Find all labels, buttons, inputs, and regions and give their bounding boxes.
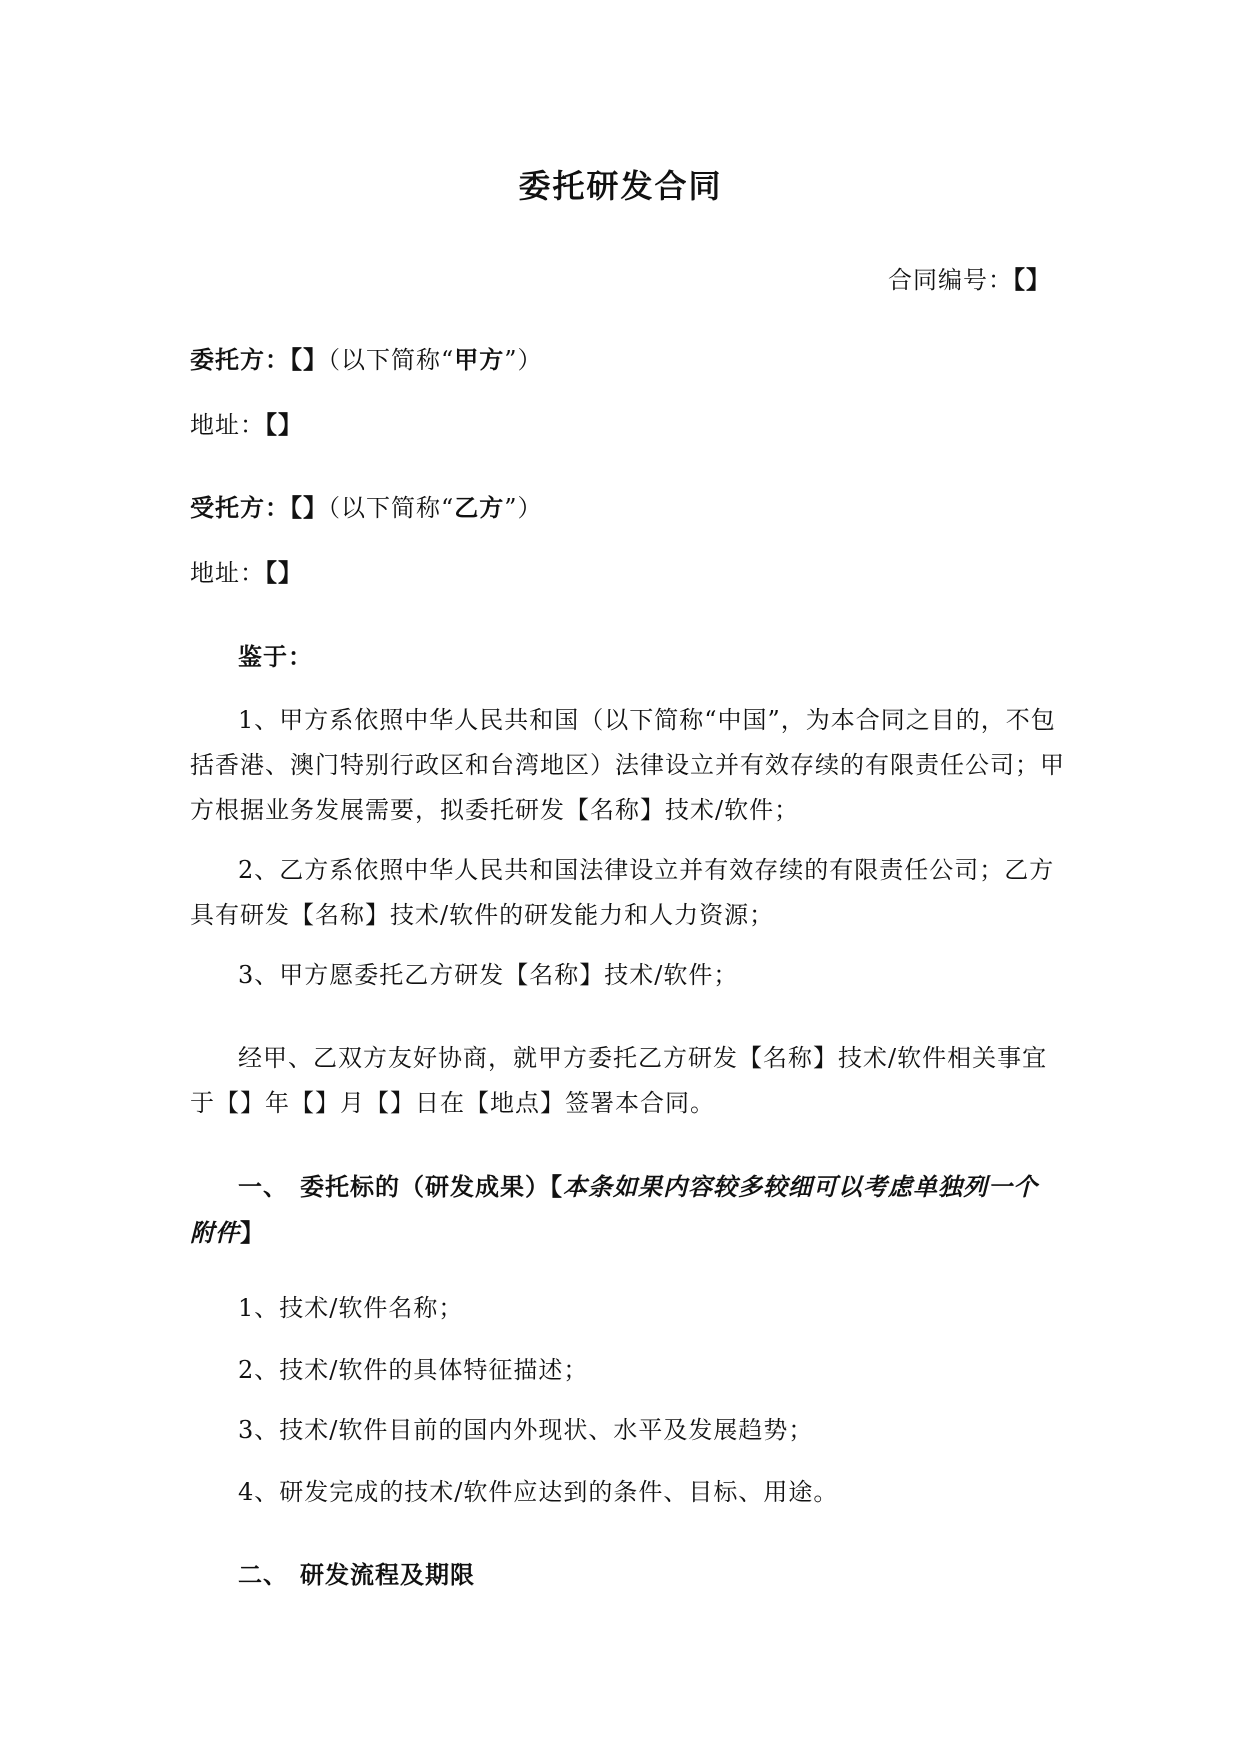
party-a-note-pre: （以下简称“ [328, 346, 455, 374]
party-a-label: 委托方： [190, 345, 290, 374]
section-1-note-cont: 附件 [190, 1218, 240, 1247]
party-a-address-label: 地址： [190, 411, 265, 439]
section-1-heading-cont [190, 1218, 265, 1248]
party-a-address [190, 410, 303, 440]
contract-number-label: 合同编号： [888, 266, 1013, 294]
section-1-note: 本条如果内容较多较细可以考虑单独列一个 [563, 1172, 1038, 1201]
party-b-line [190, 493, 543, 523]
contract-number-value: 【】 [1013, 265, 1051, 294]
whereas-item-1-line-3: 方根据业务发展需要，拟委托研发【名称】技术/软件； [190, 796, 800, 824]
section-1-item-3: 3、技术/软件目前的国内外现状、水平及发展趋势； [238, 1416, 814, 1444]
party-a-short: 甲方 [454, 345, 505, 374]
section-2-title: 研发流程及期限 [300, 1560, 475, 1589]
section-1-heading [238, 1172, 1038, 1202]
agreement-line-1: 经甲、乙双方友好协商，就甲方委托乙方研发【名称】技术/软件相关事宜 [238, 1044, 1048, 1072]
section-1-item-2: 2、技术/软件的具体特征描述； [238, 1356, 589, 1384]
party-a-name: 【】 [290, 345, 328, 374]
party-b-name: 【】 [290, 493, 328, 522]
party-b-address-label: 地址： [190, 559, 265, 587]
section-1-item-4: 4、研发完成的技术/软件应达到的条件、目标、用途。 [238, 1478, 839, 1506]
whereas-item-2-line-1: 2、乙方系依照中华人民共和国法律设立并有效存续的有限责任公司；乙方 [238, 856, 1055, 884]
section-2-number: 二、 [238, 1560, 288, 1589]
party-a-note-post: ”） [504, 346, 543, 374]
party-b-address-value: 【】 [265, 558, 303, 587]
party-a-line [190, 345, 543, 375]
party-b-address [190, 558, 303, 588]
whereas-item-1-line-2: 括香港、澳门特别行政区和台湾地区）法律设立并有效存续的有限责任公司；甲 [190, 751, 1065, 779]
party-b-note-post: ”） [504, 494, 543, 522]
section-1-bracket-close: 】 [240, 1218, 265, 1247]
agreement-line-2: 于【】年【】月【】日在【地点】签署本合同。 [190, 1089, 715, 1117]
section-1-bracket-open: 【 [550, 1172, 563, 1201]
party-b-label: 受托方： [190, 493, 290, 522]
party-b-short: 乙方 [454, 493, 505, 522]
section-1-number: 一、 [238, 1172, 288, 1201]
party-a-address-value: 【】 [265, 410, 303, 439]
whereas-item-3: 3、甲方愿委托乙方研发【名称】技术/软件； [238, 961, 739, 989]
party-b-note-pre: （以下简称“ [328, 494, 455, 522]
section-2-heading [238, 1560, 475, 1590]
contract-number [888, 265, 1051, 295]
section-1-item-1: 1、技术/软件名称； [238, 1294, 464, 1322]
whereas-item-2-line-2: 具有研发【名称】技术/软件的研发能力和人力资源； [190, 901, 775, 929]
whereas-item-1-line-1: 1、甲方系依照中华人民共和国（以下简称“中国”，为本合同之目的，不包 [238, 706, 1056, 734]
whereas-heading: 鉴于： [238, 642, 313, 671]
section-1-title: 委托标的（研发成果） [300, 1172, 550, 1201]
document-title: 委托研发合同 [518, 167, 723, 205]
